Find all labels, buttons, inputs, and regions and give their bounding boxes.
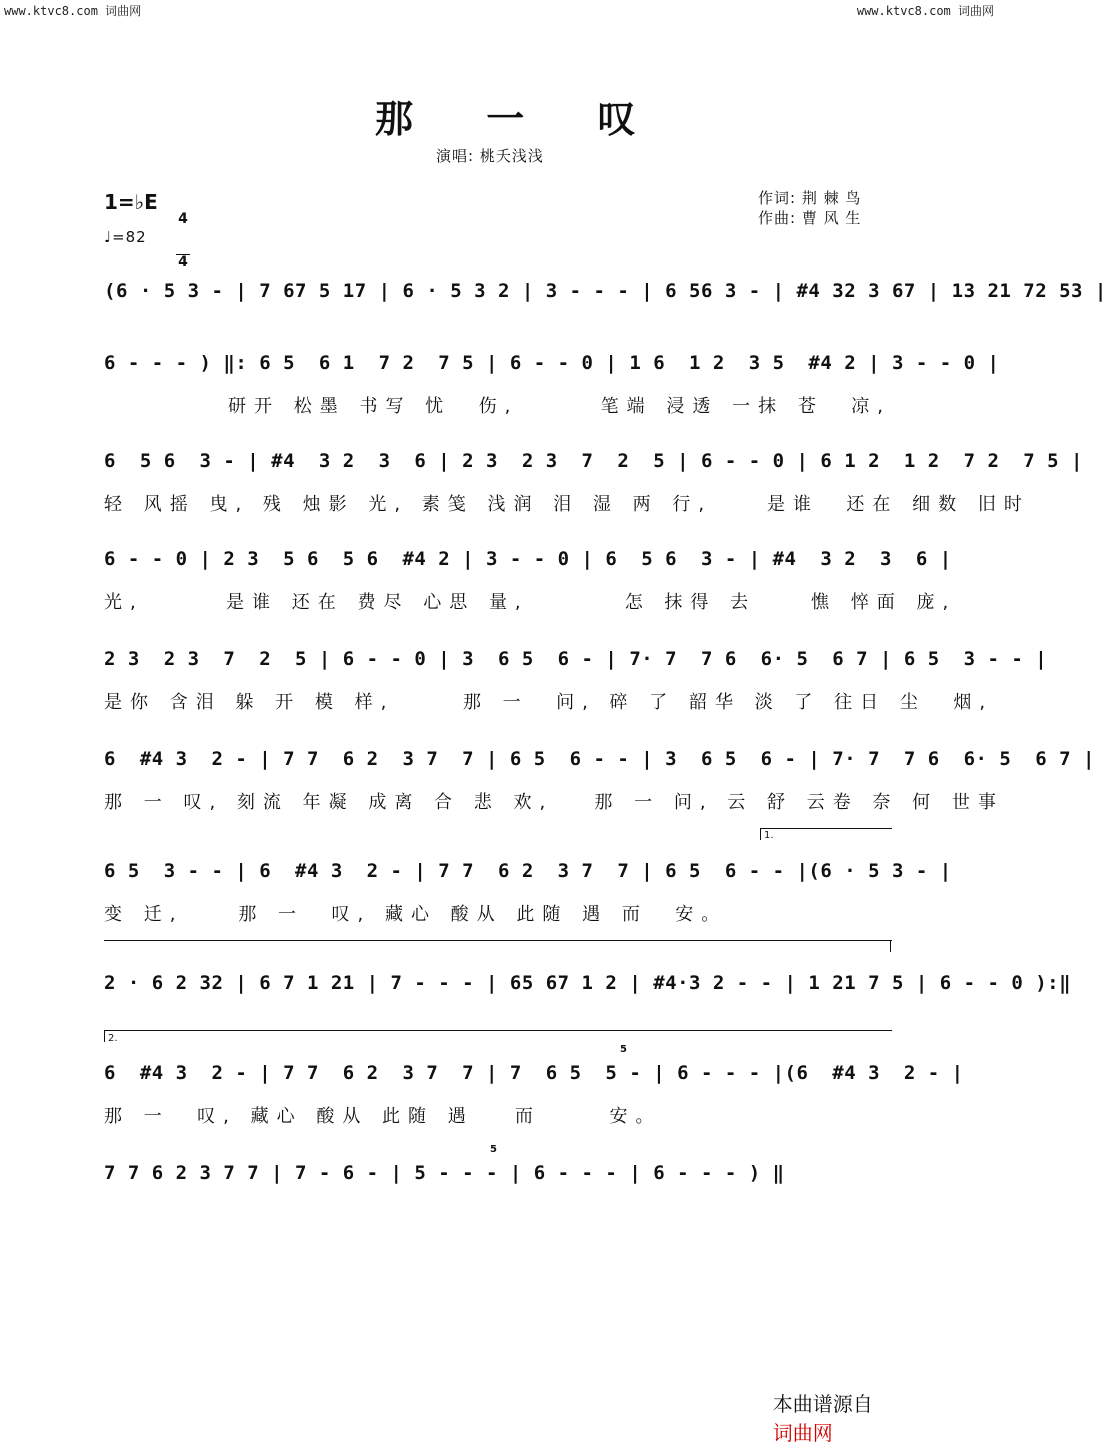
score-row-4-notes: 6 - - 0 | 2 3 5 6 5 6 #4 2 | 3 - - 0 | 6 5 6 3 - | #4 3 2 3 6 |	[104, 548, 952, 570]
score-row-5-notes: 2 3 2 3 7 2 5 | 6 - - 0 | 3 6 5 6 - | 7· 7 7 6 6· 5 6 7 | 6 5 3 - - |	[104, 648, 1048, 670]
score-row-5-lyrics: 是你 含泪 躲 开 模 样, 那 一 问, 碎 了 韶华 淡 了 往日 尘 烟,	[104, 692, 994, 713]
score-row-7-notes: 6 5 3 - - | 6 #4 3 2 - | 7 7 6 2 3 7 7 | 6 5 6 - - |(6 · 5 3 - |	[104, 860, 952, 882]
volta-1-end-hook	[890, 940, 891, 952]
score-row-1-notes: (6 · 5 3 - | 7 67 5 17 | 6 · 5 3 2 | 3 - - - | 6 56 3 - | #4 32 3 67 | 13 21 72 53 |	[104, 280, 1107, 302]
footer-source	[760, 1364, 873, 1446]
score-row-6-lyrics: 那 一 叹, 刻流 年凝 成离 合 悲 欢, 那 一 问, 云 舒 云卷 奈 何 世事	[104, 792, 1004, 813]
score-row-2-lyrics: 研开 松墨 书写 忧 伤, 笔端 浸透 一抹 苍 凉,	[228, 396, 891, 417]
score-row-3-notes: 6 5 6 3 - | #4 3 2 3 6 | 2 3 2 3 7 2 5 | 6 - - 0 | 6 1 2 1 2 7 2 7 5 |	[104, 450, 1083, 472]
score-row-6-notes: 6 #4 3 2 - | 7 7 6 2 3 7 7 | 6 5 6 - - | 3 6 5 6 - | 7· 7 7 6 6· 5 6 7 |	[104, 748, 1095, 770]
score-row-2-notes: 6 - - - ) ‖: 6 5 6 1 7 2 7 5 | 6 - - 0 | 1 6 1 2 3 5 #4 2 | 3 - - 0 |	[104, 352, 1000, 374]
singer: 演唱: 桃夭浅浅	[436, 147, 544, 165]
footer-brand: 词曲网	[772, 1421, 833, 1445]
time-signature	[176, 184, 190, 283]
lyricist: 作词: 荆 棘 鸟	[758, 189, 862, 207]
score-row-9-lyrics: 那 一 叹, 藏心 酸从 此随 遇 而 安。	[104, 1106, 662, 1127]
volta-2-hook	[104, 1030, 105, 1042]
volta-1-continuation-line	[104, 940, 892, 941]
volta-1-hook	[760, 828, 761, 840]
score-row-3-lyrics: 轻 风摇 曳, 残 烛影 光, 素笺 浅润 泪 湿 两 行, 是谁 还在 细数 旧时	[104, 494, 1030, 515]
time-top: 4	[178, 211, 188, 227]
key-signature: 1=♭E	[104, 190, 158, 214]
volta-1-label: 1.	[764, 830, 774, 841]
volta-1-line	[760, 828, 892, 829]
page-title: 那 一 叹	[375, 97, 666, 141]
watermark-right: www.ktvc8.com 词曲网	[856, 4, 994, 18]
volta-2-label: 2.	[108, 1033, 118, 1044]
time-bottom: 4	[176, 254, 190, 269]
score-row-10-notes: 7 7 6 2 3 7 7 | 7 - 6 - | 5 - - - | 6 - - - | 6 - - - ) ‖	[104, 1162, 785, 1184]
watermark-left: www.ktvc8.com 词曲网	[4, 4, 142, 18]
score-row-8-notes: 2 · 6 2 32 | 6 7 1 21 | 7 - - - | 65 67 1 2 | #4·3 2 - - | 1 21 7 5 | 6 - - 0 ):‖	[104, 972, 1072, 994]
grace-note-2: 5	[490, 1144, 497, 1155]
grace-note-1: 5	[620, 1044, 627, 1055]
score-row-4-lyrics: 光, 是谁 还在 费尽 心思 量, 怎 抹得 去 憔 悴面 庞,	[104, 592, 957, 613]
composer: 作曲: 曹 风 生	[758, 209, 862, 227]
volta-2-line	[104, 1030, 892, 1031]
score-row-9-notes: 6 #4 3 2 - | 7 7 6 2 3 7 7 | 7 6 5 5 - | 6 - - - |(6 #4 3 2 - |	[104, 1062, 964, 1084]
tempo: ♩=82	[104, 228, 147, 246]
footer-source-text: 本曲谱源自	[772, 1392, 873, 1416]
score-row-7-lyrics: 变 迁, 那 一 叹, 藏心 酸从 此随 遇 而 安。	[104, 904, 728, 925]
